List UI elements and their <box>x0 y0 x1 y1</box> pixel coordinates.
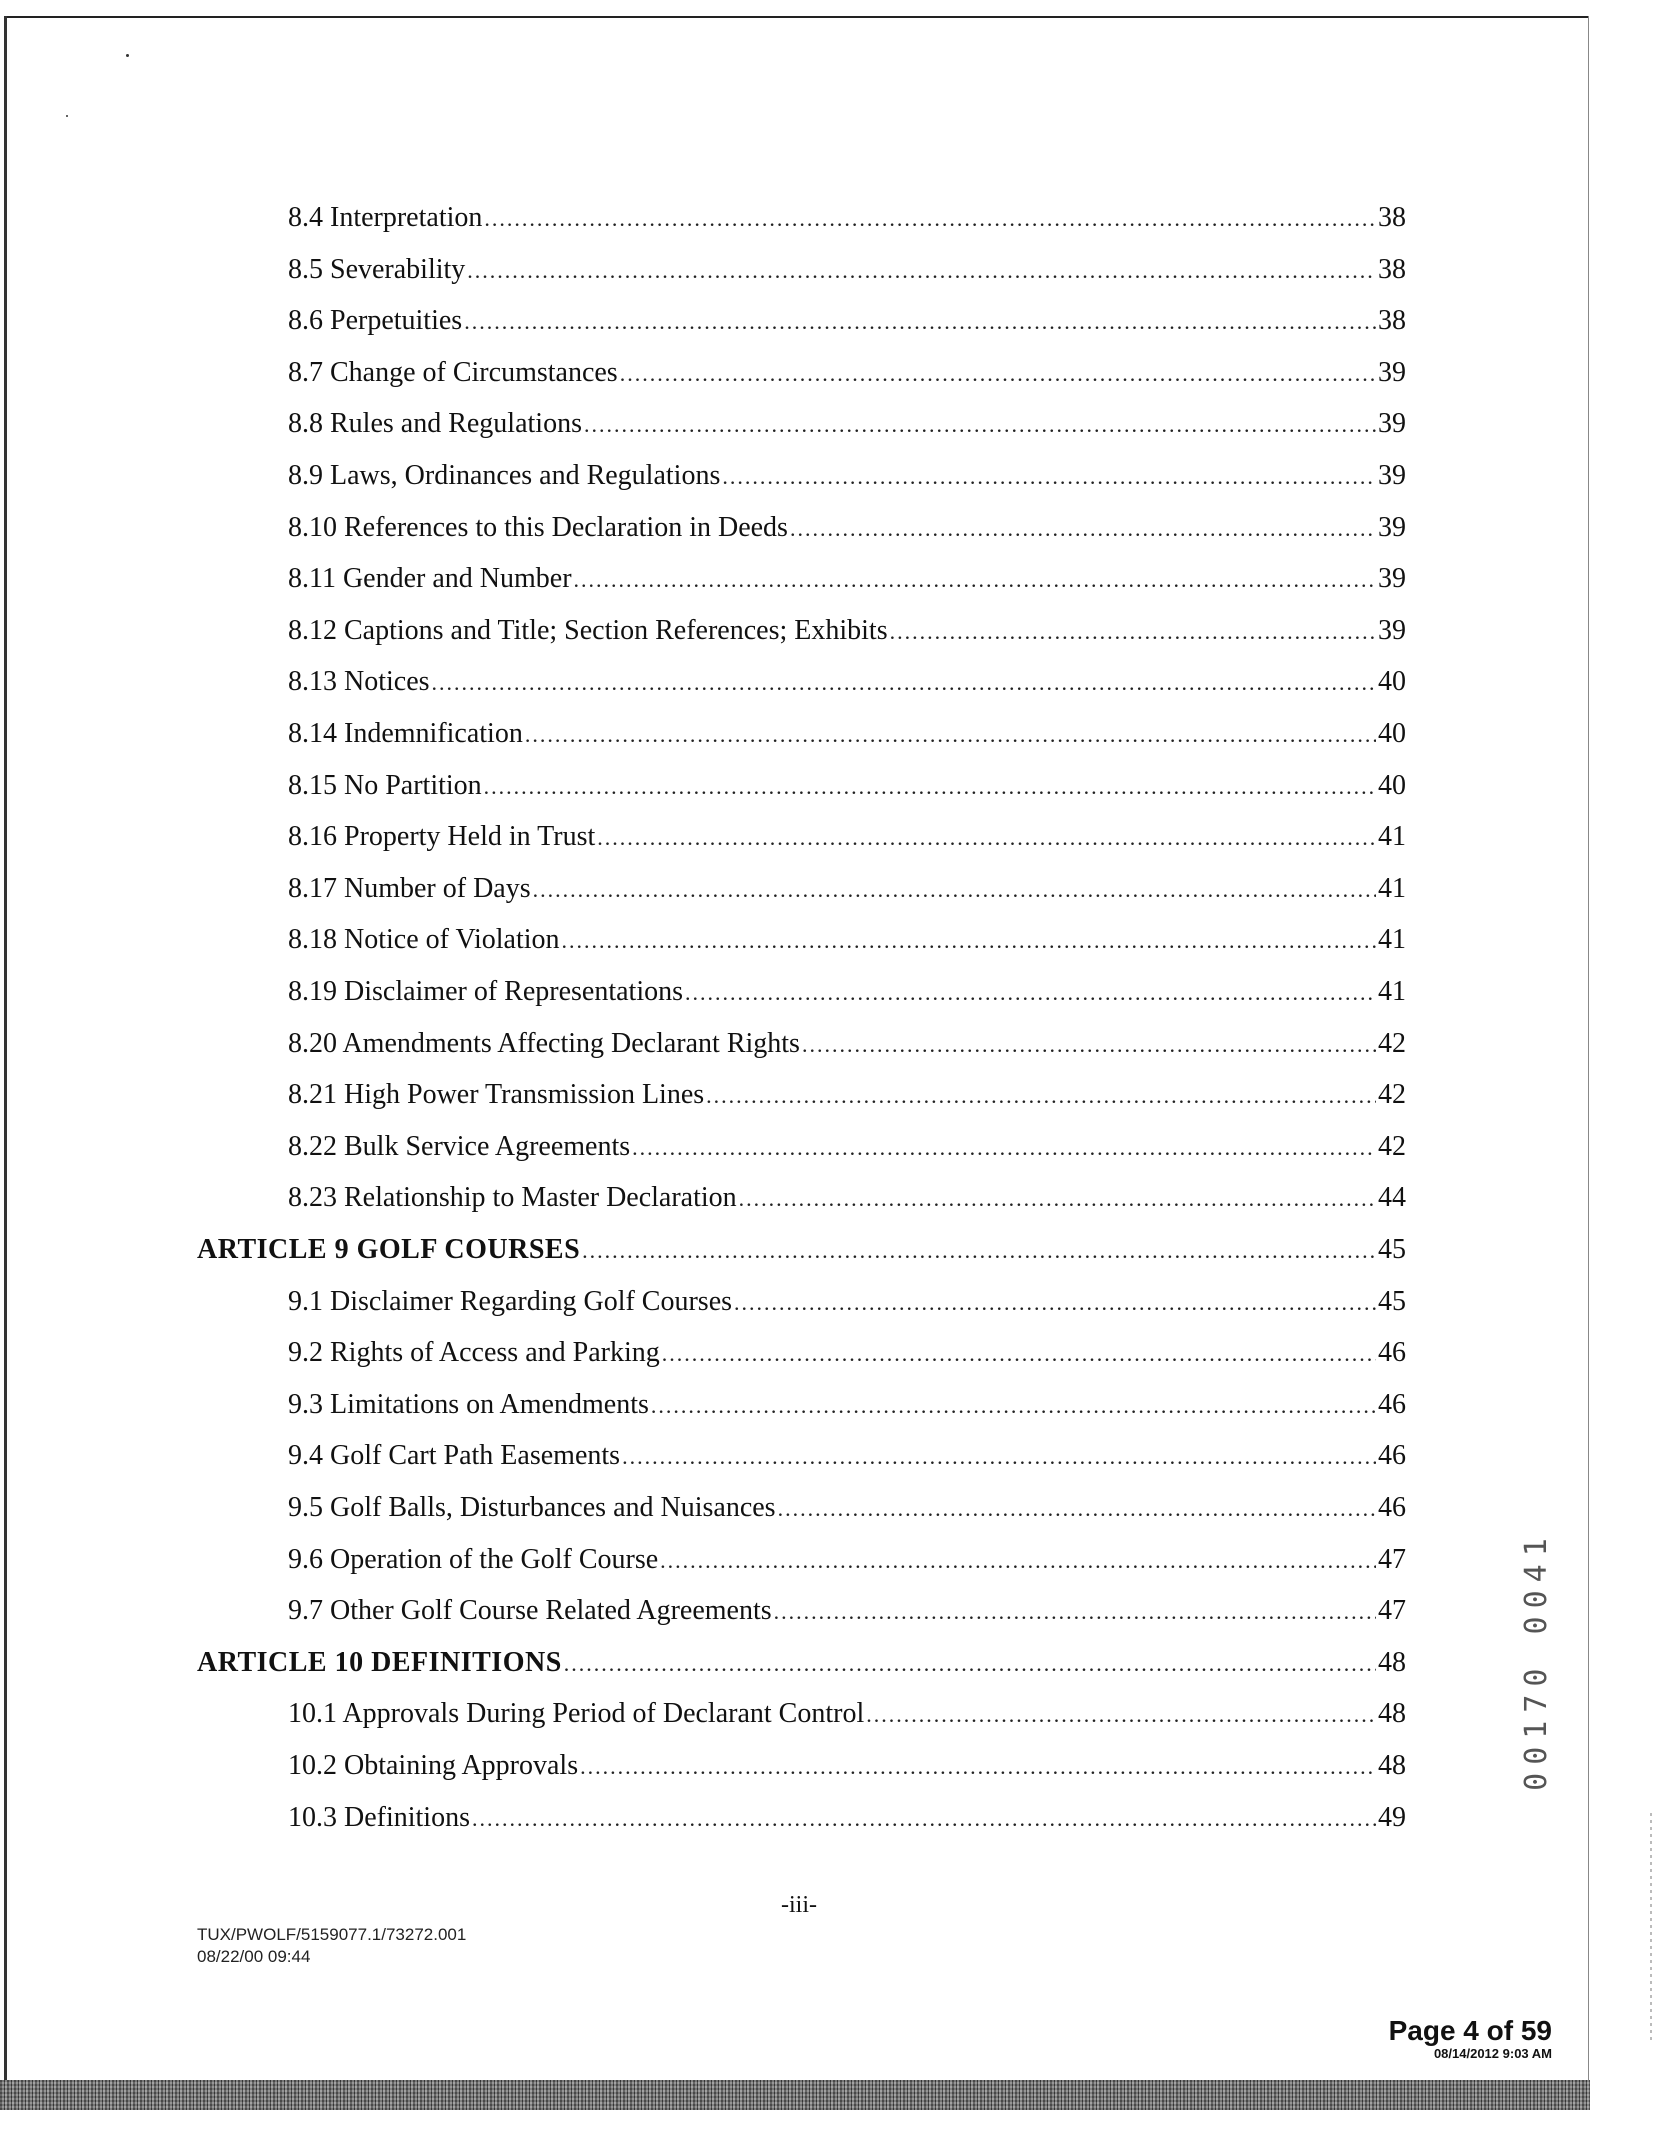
scan-edge-marks <box>1650 1810 1652 2040</box>
scan-speck <box>66 115 68 117</box>
toc-section-row <box>288 1540 1406 1580</box>
toc-dot-leader <box>432 663 1376 703</box>
toc-dot-leader <box>533 870 1376 910</box>
toc-entry-page: 49 <box>1378 1801 1406 1833</box>
toc-entry-page: 48 <box>1378 1698 1406 1730</box>
toc-entry-title: 8.23 Relationship to Master Declaration <box>288 1182 737 1214</box>
scan-border-right <box>1588 16 1589 2096</box>
toc-entry-title: 8.16 Property Held in Trust <box>288 821 596 853</box>
recorder-page-info <box>1389 2016 1552 2062</box>
toc-entry-page: 40 <box>1378 718 1406 749</box>
toc-entry-title: 8.13 Notices <box>288 666 430 698</box>
toc-entry-page: 46 <box>1378 1388 1406 1420</box>
toc-dot-leader <box>778 1489 1376 1529</box>
toc-section-row <box>288 1333 1406 1373</box>
toc-entry-page: 46 <box>1378 1440 1406 1472</box>
toc-dot-leader <box>890 612 1376 652</box>
toc-dot-leader <box>739 1179 1376 1219</box>
recording-stamp <box>1506 1500 1566 1820</box>
toc-section-row <box>288 198 1406 238</box>
toc-entry-title: 8.12 Captions and Title; Section References; Exhibits <box>288 614 888 646</box>
toc-entry-title: 9.5 Golf Balls, Disturbances and Nuisances <box>288 1492 776 1523</box>
toc-entry-title: 10.2 Obtaining Approvals <box>288 1750 579 1781</box>
toc-entry-title: 8.6 Perpetuities <box>288 305 463 337</box>
toc-entry-page: 39 <box>1378 511 1406 543</box>
toc-entry-page: 39 <box>1378 460 1406 491</box>
toc-dot-leader <box>564 1644 1376 1684</box>
toc-dot-leader <box>484 199 1376 239</box>
toc-entry-title: ARTICLE 10 DEFINITIONS <box>197 1646 562 1678</box>
toc-section-row <box>288 662 1406 702</box>
toc-entry-title: 8.19 Disclaimer of Representations <box>288 976 684 1007</box>
toc-entry-page: 38 <box>1378 305 1406 337</box>
toc-section-row <box>288 972 1406 1012</box>
toc-entry-page: 41 <box>1378 924 1406 956</box>
toc-entry-title: 8.20 Amendments Affecting Declarant Rights <box>288 1027 800 1059</box>
toc-entry-page: 39 <box>1378 356 1406 388</box>
toc-dot-leader <box>706 1076 1376 1116</box>
toc-dot-leader <box>525 715 1376 755</box>
toc-dot-leader <box>622 1437 1376 1477</box>
toc-entry-page: 38 <box>1378 202 1406 233</box>
toc-section-row <box>288 301 1406 341</box>
toc-dot-leader <box>802 1025 1376 1065</box>
toc-entry-title: 8.9 Laws, Ordinances and Regulations <box>288 460 721 491</box>
toc-dot-leader <box>562 921 1376 961</box>
toc-dot-leader <box>866 1695 1376 1735</box>
toc-dot-leader <box>464 302 1376 342</box>
toc-entry-page: 39 <box>1378 563 1406 595</box>
toc-entry-title: 8.15 No Partition <box>288 769 482 801</box>
toc-dot-leader <box>472 1799 1376 1839</box>
toc-entry-page: 42 <box>1378 1027 1406 1059</box>
toc-dot-leader <box>484 767 1376 807</box>
scan-border-top <box>6 16 1588 18</box>
toc-dot-leader <box>632 1128 1376 1168</box>
recorder-timestamp: 08/14/2012 9:03 AM <box>1433 2046 1552 2061</box>
toc-section-row <box>288 250 1406 290</box>
toc-article-row <box>197 1230 1406 1270</box>
toc-dot-leader <box>660 1541 1376 1581</box>
toc-dot-leader <box>685 973 1376 1013</box>
toc-dot-leader <box>580 1747 1376 1787</box>
toc-entry-title: 8.10 References to this Declaration in Deeds <box>288 511 788 543</box>
toc-entry-title: 8.5 Severability <box>288 253 466 285</box>
toc-section-row <box>288 353 1406 393</box>
toc-entry-title: 10.1 Approvals During Period of Declarant Control <box>288 1698 865 1730</box>
page-number: -iii- <box>781 1892 817 1918</box>
toc-dot-leader <box>467 251 1376 291</box>
toc-dot-leader <box>584 405 1376 445</box>
toc-dot-leader <box>774 1592 1376 1632</box>
toc-entry-title: 8.17 Number of Days <box>288 872 531 904</box>
toc-entry-page: 41 <box>1378 821 1406 853</box>
toc-entry-title: ARTICLE 9 GOLF COURSES <box>197 1234 581 1265</box>
toc-section-row <box>288 1178 1406 1218</box>
toc-entry-title: 10.3 Definitions <box>288 1801 470 1833</box>
toc-section-row <box>288 456 1406 496</box>
toc-entry-title: 8.18 Notice of Violation <box>288 924 560 956</box>
document-id-date: 08/22/00 09:44 <box>197 1947 311 1966</box>
toc-entry-title: 8.11 Gender and Number <box>288 563 572 595</box>
scan-noise-strip <box>0 2080 1590 2110</box>
toc-entry-page: 41 <box>1378 872 1406 904</box>
toc-entry-title: 8.8 Rules and Regulations <box>288 408 582 440</box>
toc-section-row <box>288 766 1406 806</box>
document-id-path: TUX/PWOLF/5159077.1/73272.001 <box>197 1925 467 1944</box>
toc-entry-title: 8.7 Change of Circumstances <box>288 356 618 388</box>
toc-section-row <box>288 1694 1406 1734</box>
toc-entry-title: 9.6 Operation of the Golf Course <box>288 1543 659 1575</box>
toc-entry-page: 40 <box>1378 666 1406 698</box>
scan-speck <box>126 54 129 57</box>
toc-entry-page: 47 <box>1378 1543 1406 1575</box>
recorder-page-label: Page 4 of 59 <box>1388 2015 1552 2046</box>
toc-dot-leader <box>734 1283 1376 1323</box>
toc-section-row <box>288 1127 1406 1167</box>
toc-entry-page: 41 <box>1378 976 1406 1007</box>
toc-entry-title: 8.4 Interpretation <box>288 202 483 233</box>
toc-entry-page: 39 <box>1378 408 1406 440</box>
toc-dot-leader <box>790 509 1376 549</box>
toc-section-row <box>288 1591 1406 1631</box>
toc-entry-page: 45 <box>1378 1285 1406 1317</box>
toc-entry-page: 46 <box>1378 1337 1406 1369</box>
toc-section-row <box>288 1746 1406 1786</box>
toc-section-row <box>288 714 1406 754</box>
toc-section-row <box>288 1798 1406 1838</box>
toc-dot-leader <box>662 1334 1376 1374</box>
toc-entry-title: 9.3 Limitations on Amendments <box>288 1388 649 1420</box>
toc-entry-title: 8.14 Indemnification <box>288 718 523 749</box>
toc-section-row <box>288 1436 1406 1476</box>
toc-section-row <box>288 1024 1406 1064</box>
toc-entry-title: 9.4 Golf Cart Path Easements <box>288 1440 621 1472</box>
toc-entry-title: 9.2 Rights of Access and Parking <box>288 1337 660 1369</box>
toc-section-row <box>288 404 1406 444</box>
toc-entry-page: 48 <box>1378 1646 1406 1678</box>
toc-entry-page: 48 <box>1378 1750 1406 1781</box>
toc-dot-leader <box>651 1386 1376 1426</box>
toc-entry-title: 8.22 Bulk Service Agreements <box>288 1130 631 1162</box>
toc-section-row <box>288 817 1406 857</box>
toc-entry-page: 40 <box>1378 769 1406 801</box>
toc-section-row <box>288 508 1406 548</box>
toc-entry-page: 46 <box>1378 1492 1406 1523</box>
document-id <box>197 1924 466 1968</box>
recording-stamp-text: 00170 0041 <box>1518 1529 1554 1791</box>
toc-entry-page: 38 <box>1378 253 1406 285</box>
toc-entry-title: 8.21 High Power Transmission Lines <box>288 1079 705 1111</box>
toc-dot-leader <box>620 354 1376 394</box>
toc-dot-leader <box>582 1231 1376 1271</box>
toc-section-row <box>288 869 1406 909</box>
toc-section-row <box>288 1282 1406 1322</box>
toc-entry-title: 9.1 Disclaimer Regarding Golf Courses <box>288 1285 733 1317</box>
toc-section-row <box>288 611 1406 651</box>
toc-section-row <box>288 1385 1406 1425</box>
toc-entry-title: 9.7 Other Golf Course Related Agreements <box>288 1595 772 1627</box>
toc-article-row <box>197 1643 1406 1683</box>
toc-section-row <box>288 1075 1406 1115</box>
toc-section-row <box>288 1488 1406 1528</box>
toc-dot-leader <box>574 560 1376 600</box>
toc-entry-page: 47 <box>1378 1595 1406 1627</box>
toc-entry-page: 44 <box>1378 1182 1406 1214</box>
scan-border-left <box>4 16 7 2096</box>
toc-entry-page: 39 <box>1378 614 1406 646</box>
toc-entry-page: 42 <box>1378 1130 1406 1162</box>
toc-section-row <box>288 920 1406 960</box>
toc-entry-page: 45 <box>1378 1234 1406 1265</box>
toc-dot-leader <box>722 457 1376 497</box>
toc-entry-page: 42 <box>1378 1079 1406 1111</box>
toc-dot-leader <box>597 818 1376 858</box>
toc-section-row <box>288 559 1406 599</box>
